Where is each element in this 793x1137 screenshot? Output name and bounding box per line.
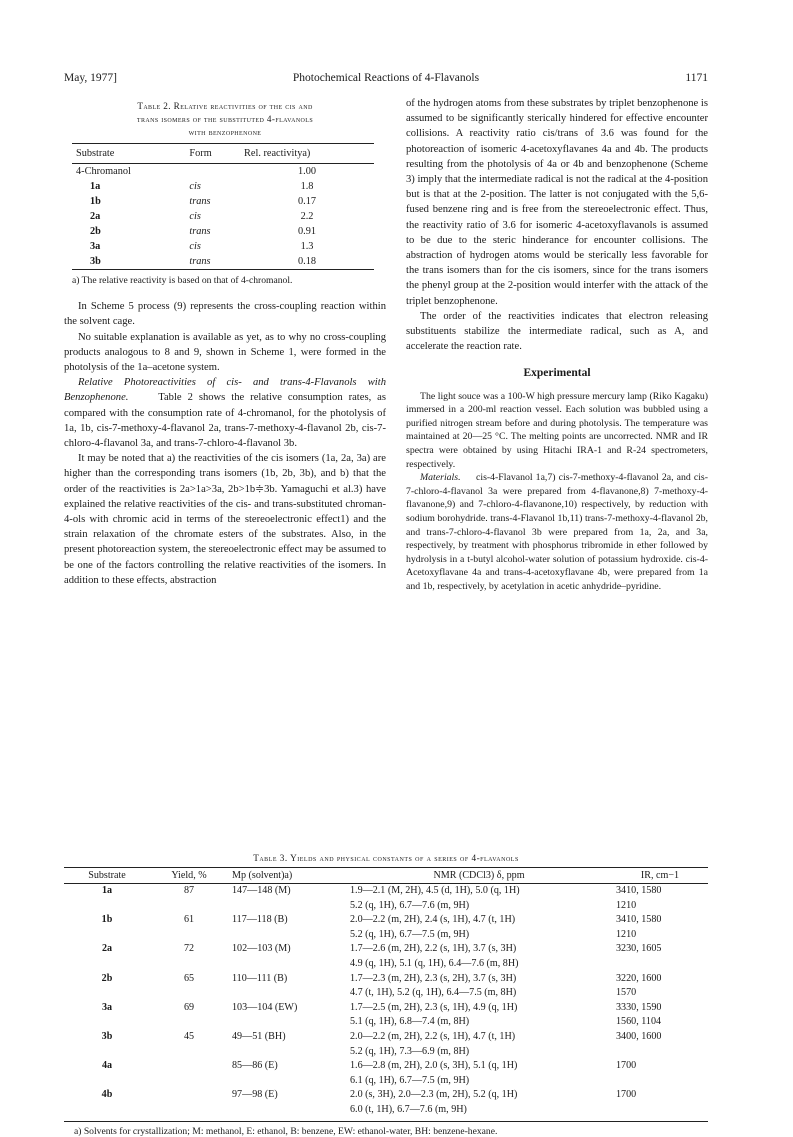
materials-heading: Materials. (420, 472, 461, 484)
table-row: 3a 69 103—104 (EW) 1.7—2.5 (m, 2H), 2.3 (s, 1H), 4.9 (q, 1H) 5.1 (q, 1H), 6.8—7.4 (m, 8H) 3330, 1590 1560, 1104 (101, 1001, 662, 1028)
running-title: Photochemical Reactions of 4-Flavanols (292, 72, 480, 84)
paragraph: In Scheme 5 process (9) represents the cross-coupling reaction within the solvent cage. (64, 301, 386, 328)
table-row: 3b 45 49—51 (BH) 2.0—2.2 (m, 2H), 2.2 (s, 1H), 4.7 (t, 1H) 5.2 (q, 1H), 7.3—6.9 (m, 8H) 3400, 1600 (101, 1030, 662, 1057)
col-reactivity: Rel. reactivitya) (240, 144, 374, 164)
right-column (406, 96, 708, 594)
paragraph: It may be noted that a) the reactivities of the cis isomers (1a, 2a, 3a) are higher than the corresponding trans isomers (1b, 2b, 3b), and b) that the order of the reactivities is 2a>1a>3a, 2b>1b≑3b. Yamaguchi et al.3) have explained the relative reactivities of the cis- and trans-substituted chroman-4-ols with chromic acid in terms of the stereoelectronic effect1) and the strain relaxation of the chromate esters of the substrates. Also, in the present photoreaction system, the stereoelectronic effect may be assumed to be one of the factors controlling the relative reactivities of the isomers. In addition to these effects, abstraction (64, 453, 386, 586)
table-row: 4b 97—98 (E) 2.0 (s, 3H), 2.0—2.3 (m, 2H), 5.2 (q, 1H) 6.0 (t, 1H), 6.7—7.6 (m, 9H) 1700 (64, 1088, 708, 1121)
issue-date: May, 1977] (64, 72, 117, 84)
paragraph: Relative Photoreactivities of cis- and trans-4-Flavanols with Benzophenone. Table 2 shows the relative consumption rates, as compared with the consumption rate of 4-chromanol, for the photolysis of 1a, 1b, cis-7-methoxy-4-flavanol 2a, trans-7-methoxy-4-flavanol 2b, cis-7-chloro-4-flavanol 3a, and trans-7-chloro-4-flavanol 3b. (64, 377, 387, 450)
table-row: 2a cis 2.2 (90, 211, 314, 223)
paragraph: The light souce was a 100-W high pressure mercury lamp (Riko Kagaku) immersed in a 200-ml reaction vessel. Each solution was bubbled using a purified nitrogen stream before and during photolysis. The temperature was maintained at 20—25 °C. The melting points are uncorrected. NMR and IR spectra were obtained by using Hitachi IRA-1 and R-24 spectrometers, respectively. (406, 390, 708, 470)
col-substrate: Substrate (72, 144, 185, 164)
table2-caption: Table 2. Relative reactivities of the cis and trans isomers of the substituted 4-flavanols with benzophenone (136, 101, 314, 137)
table3-caption: Table 3. Yields and physical constants of a series of 4-flavanols (253, 853, 519, 863)
table2 (72, 143, 374, 270)
col-form: Form (185, 144, 240, 164)
table3-header: Substrate Yield, % Mp (solvent)a) NMR (CDCl3) δ, ppm IR, cm−1 (64, 868, 708, 884)
table-row: 4-Chromanol 1.00 (76, 166, 317, 178)
paragraph: Materials. cis-4-Flavanol 1a,7) cis-7-methoxy-4-flavanol 2a, and cis-7-chloro-4-flavanol 3a were prepared from 4-flavanone,8) 7-methoxy-4-flavanone,9) and 7-chloro-4-flavanone,10) respectively, by reduction with sodium borohydride. trans-4-Flavanol 1b,11) trans-7-methoxy-4-flavanol 2b, and trans-7-chloro-4-flavanol 3b were prepared from 1a, 2a, and 3a, respectively, by treatment with phosphorus tribromide in ether followed by hydrolysis in a t-butyl alcohol-water solution of potassium hydroxide. cis-4-Acetoxyflavane 4a and trans-4-acetoxyflavane 4b, were prepared from 1a and 1b, respectively, by acetylation in acetic anhydride–pyridine. (406, 472, 708, 592)
paragraph: The order of the reactivities indicates that electron releasing substituents stabilize the intermediate radical, such as A, and accelerate the reaction rate. (406, 310, 708, 353)
paragraph: of the hydrogen atoms from these substrates by triplet benzophenone is assumed to be significantly sterically hindered for effective encounter collisions. A reactivity ratio cis/trans of 3.6 was found for the photoreaction of isomeric 4-acetoxyflavanes 4a and 4b. The products resulting from the photolysis of 4a or 4b and benzophenone (Scheme 3) imply that the intermediate radical is not the radical at the 4-position but is that at the 2-position. The latter is not conjugated with the 5,6-fused benzene ring and is free from the stereoelectronic effect. Thus, the reactivity ratio of 3.6 for isomeric 4-acetoxyflavanols is assumed to be due to the steric hinderance for encounter collisions. The abstraction of hydrogen atoms would be sterically less favorable for the trans isomers than for the cis isomers, since for the trans isomers the phenyl group at the 2-position would interfer with the attack of the triplet benzophenone. (406, 98, 708, 307)
table-row: 2b trans 0.91 (90, 226, 317, 238)
section-runin-heading: Relative Photoreactivities of cis- and trans-4-Flavanols with Benzophenone. (64, 377, 386, 404)
table3 (64, 867, 708, 1122)
table-row: 3a cis 1.3 (90, 241, 314, 253)
table-row: 1b 61 117—118 (B) 2.0—2.2 (m, 2H), 2.4 (s, 1H), 4.7 (t, 1H) 5.2 (q, 1H), 6.7—7.5 (m, 9H) 3410, 1580 1210 (101, 914, 662, 940)
table-row: 1b trans 0.17 (90, 196, 317, 208)
table-row: 1a 87 147—148 (M) 1.9—2.1 (M, 2H), 4.5 (d, 1H), 5.0 (q, 1H) 5.2 (q, 1H), 6.7—7.6 (m, 9H) 3410, 1580 1210 (101, 885, 662, 911)
table-row: 2b 65 110—111 (B) 1.7—2.3 (m, 2H), 2.3 (s, 2H), 3.7 (s, 3H) 4.7 (t, 1H), 5.2 (q, 1H), 6.4—7.5 (m, 8H) 3220, 1600 1570 (101, 972, 662, 999)
running-head (64, 72, 708, 88)
section-heading: Experimental (523, 367, 591, 380)
table3-block (64, 853, 708, 1137)
table2-header (72, 144, 374, 164)
table3-footnote: a) Solvents for crystallization; M: methanol, E: ethanol, B: benzene, EW: ethanol-water, BH: benzene-hexane. (74, 1125, 498, 1137)
left-column (64, 100, 386, 588)
table2-footnote: a) The relative reactivity is based on that of 4-chromanol. (72, 275, 293, 287)
page-number: 1171 (685, 72, 708, 84)
table-row: 2a 72 102—103 (M) 1.7—2.6 (m, 2H), 2.2 (s, 1H), 3.7 (s, 3H) 4.9 (q, 1H), 5.1 (q, 1H), 6.4—7.6 (m, 8H) 3230, 1605 (101, 943, 662, 969)
paragraph: No suitable explanation is available as yet, as to why no cross-coupling products analogous to 8 and 9, shown in Scheme 1, were formed in the photolysis of the 1a–acetone system. (64, 331, 386, 374)
table-row: 4a 85—86 (E) 1.6—2.8 (m, 2H), 2.0 (s, 3H), 5.1 (q, 1H) 6.1 (q, 1H), 6.7—7.5 (m, 9H) 1700 (101, 1060, 637, 1086)
table-row: 1a cis 1.8 (90, 181, 314, 193)
table-row: 3b trans 0.18 (72, 254, 374, 270)
